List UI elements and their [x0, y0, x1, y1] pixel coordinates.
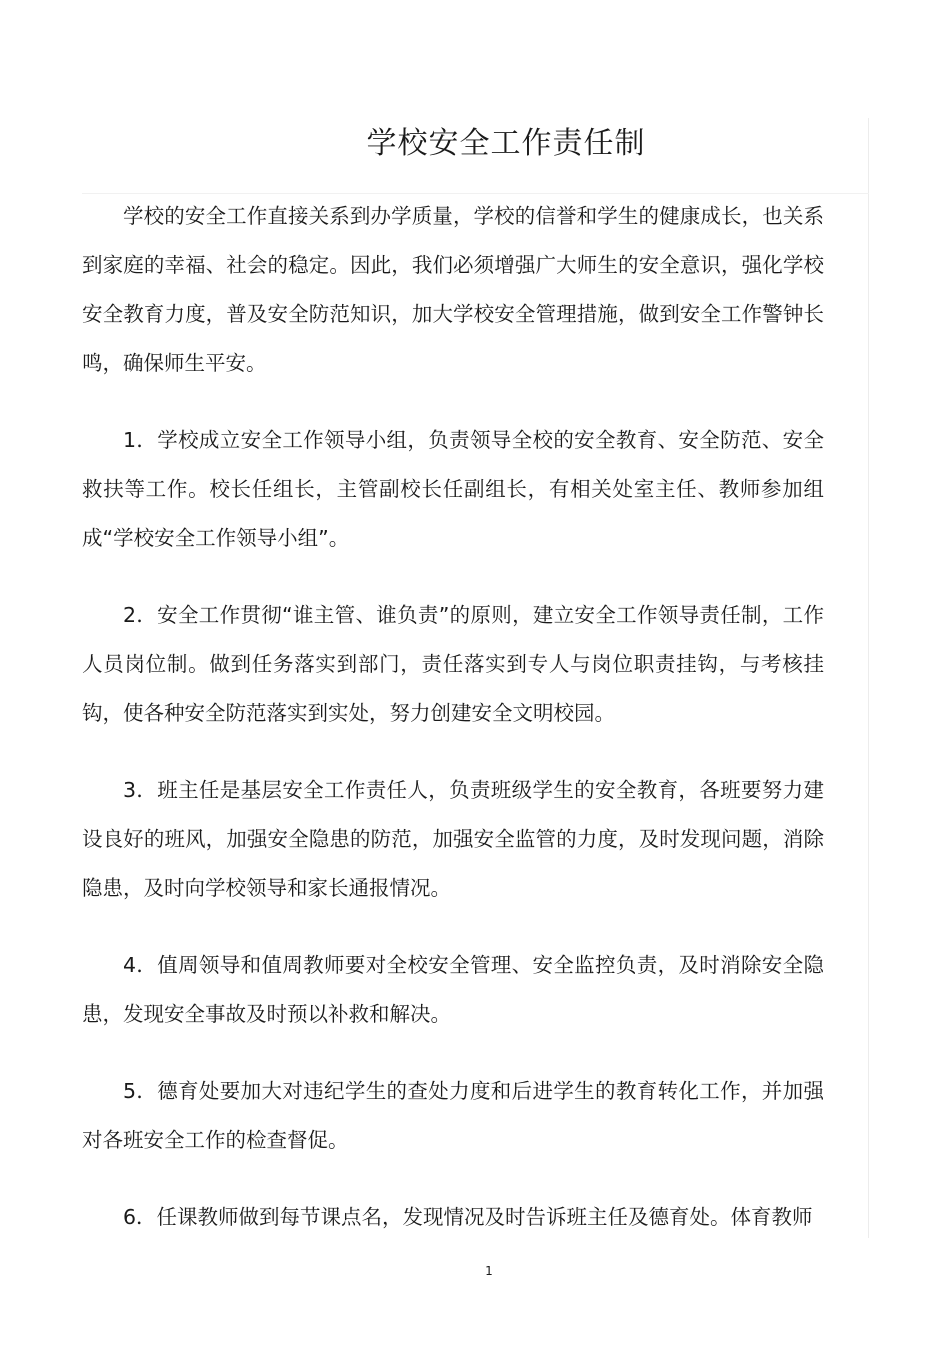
- clause-paragraph: 6．任课教师做到每节课点名，发现情况及时告诉班主任及德育处。体育教师: [123, 1205, 813, 1229]
- page-number: 1: [485, 1264, 493, 1278]
- clause-paragraph: 2．安全工作贯彻“谁主管、谁负责”的原则，建立安全工作领导责任制，工作人员岗位制。做到任务落实到部门，责任落实到专人与岗位职责挂钩，与考核挂钩，使各种安全防范落实到实处，努力创建安全文明校园。: [82, 603, 824, 725]
- clause-paragraph: 1．学校成立安全工作领导小组，负责领导全校的安全教育、安全防范、安全救扶等工作。校长任组长，主管副校长任副组长，有相关处室主任、教师参加组成“学校安全工作领导小组”。: [82, 428, 824, 550]
- clause-paragraph: 5．德育处要加大对违纪学生的查处力度和后进学生的教育转化工作，并加强对各班安全工作的检查督促。: [82, 1079, 824, 1152]
- page-edge-line: [868, 118, 869, 1238]
- document-body: [82, 192, 824, 1270]
- clause-paragraph: 3．班主任是基层安全工作责任人，负责班级学生的安全教育，各班要努力建设良好的班风，加强安全隐患的防范，加强安全监管的力度，及时发现问题，消除隐患，及时向学校领导和家长通报情况。: [82, 778, 824, 900]
- intro-paragraph: 学校的安全工作直接关系到办学质量，学校的信誉和学生的健康成长，也关系到家庭的幸福、社会的稳定。因此，我们必须增强广大师生的安全意识，强化学校安全教育力度，普及安全防范知识，加大学校安全管理措施，做到安全工作警钟长鸣，确保师生平安。: [82, 204, 824, 375]
- clause-paragraph: 4．值周领导和值周教师要对全校安全管理、安全监控负责，及时消除安全隐患，发现安全事故及时预以补救和解决。: [82, 953, 824, 1026]
- document-title: 学校安全工作责任制: [366, 126, 646, 161]
